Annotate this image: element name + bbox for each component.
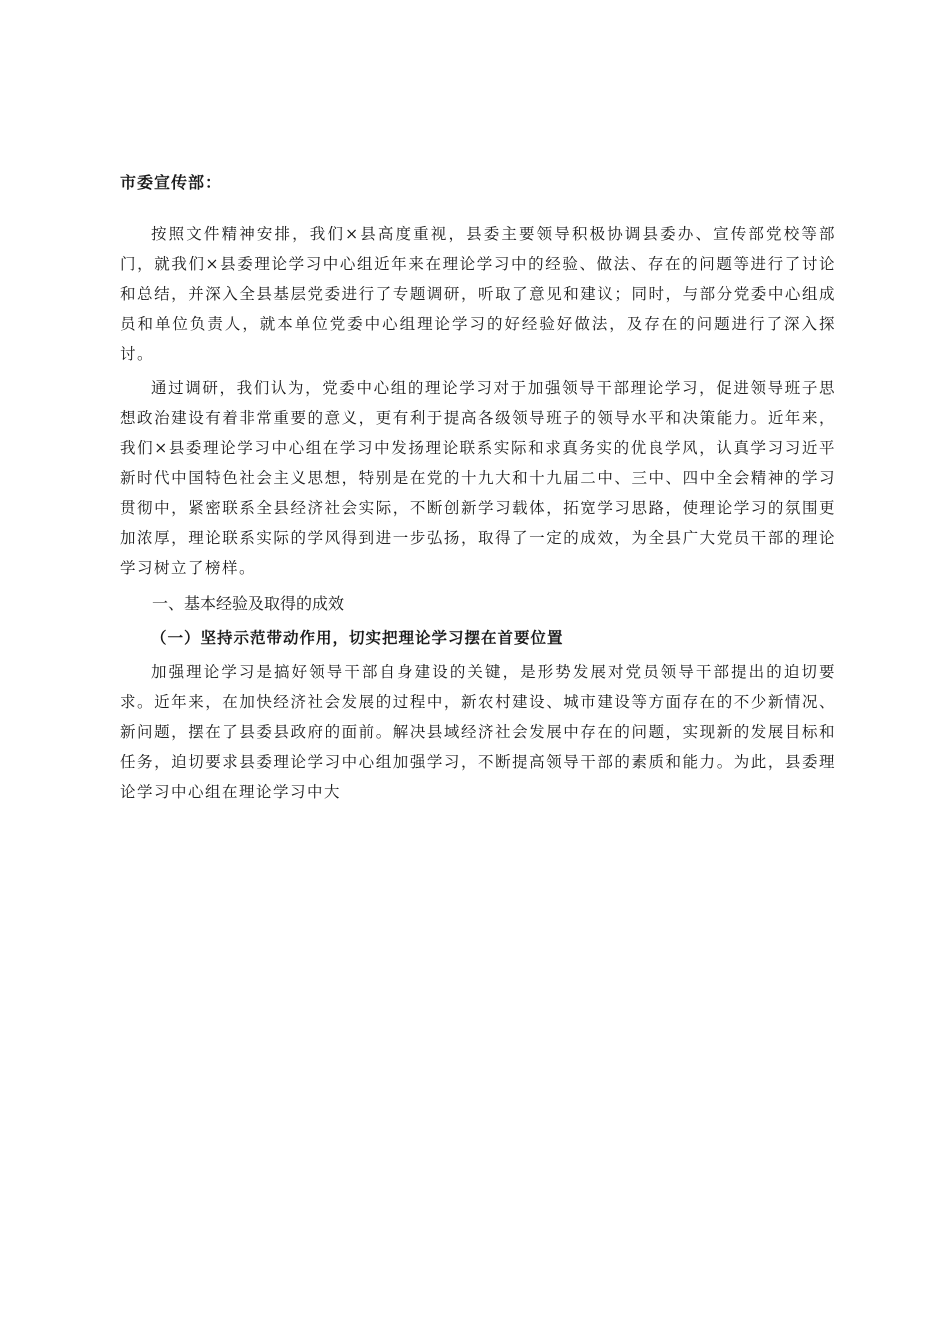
paragraph-3: 加强理论学习是搞好领导干部自身建设的关键，是形势发展对党员领导干部提出的迫切要求。近年来，在加快经济社会发展的过程中，新农村建设、城市建设等方面存在的不少新情况、新问题，摆在了县委县政府的面前。解决县域经济社会发展中存在的问题，实现新的发展目标和任务，迫切要求县委理论学习中心组加强学习，不断提高领导干部的素质和能力。为此，县委理论学习中心组在理论学习中大: [120, 663, 836, 801]
subsection-heading-1: （一）坚持示范带动作用，切实把理论学习摆在首要位置: [151, 628, 564, 647]
section-heading-1: 一、基本经验及取得的成效: [152, 594, 345, 613]
paragraph-1: 按照文件精神安排，我们×县高度重视，县委主要领导积极协调县委办、宣传部党校等部门，就我们×县委理论学习中心组近年来在理论学习中的经验、做法、存在的问题等进行了讨论和总结，并深入全县基层党委进行了专题调研，听取了意见和建议；同时，与部分党委中心组成员和单位负责人，就本单位党委中心组理论学习的好经验好做法，及存在的问题进行了深入探讨。: [120, 225, 836, 363]
salutation: 市委宣传部：: [120, 173, 223, 192]
paragraph-2: 通过调研，我们认为，党委中心组的理论学习对于加强领导干部理论学习，促进领导班子思想政治建设有着非常重要的意义，更有利于提高各级领导班子的领导水平和决策能力。近年来，我们×县委理论学习中心组在学习中发扬理论联系实际和求真务实的优良学风，认真学习习近平新时代中国特色社会主义思想，特别是在党的十九大和十九届二中、三中、四中全会精神的学习贯彻中，紧密联系全县经济社会实际，不断创新学习载体，拓宽学习思路，使理论学习的氛围更加浓厚，理论联系实际的学风得到进一步弘扬，取得了一定的成效，为全县广大党员干部的理论学习树立了榜样。: [120, 379, 836, 577]
document-body: [120, 170, 836, 811]
